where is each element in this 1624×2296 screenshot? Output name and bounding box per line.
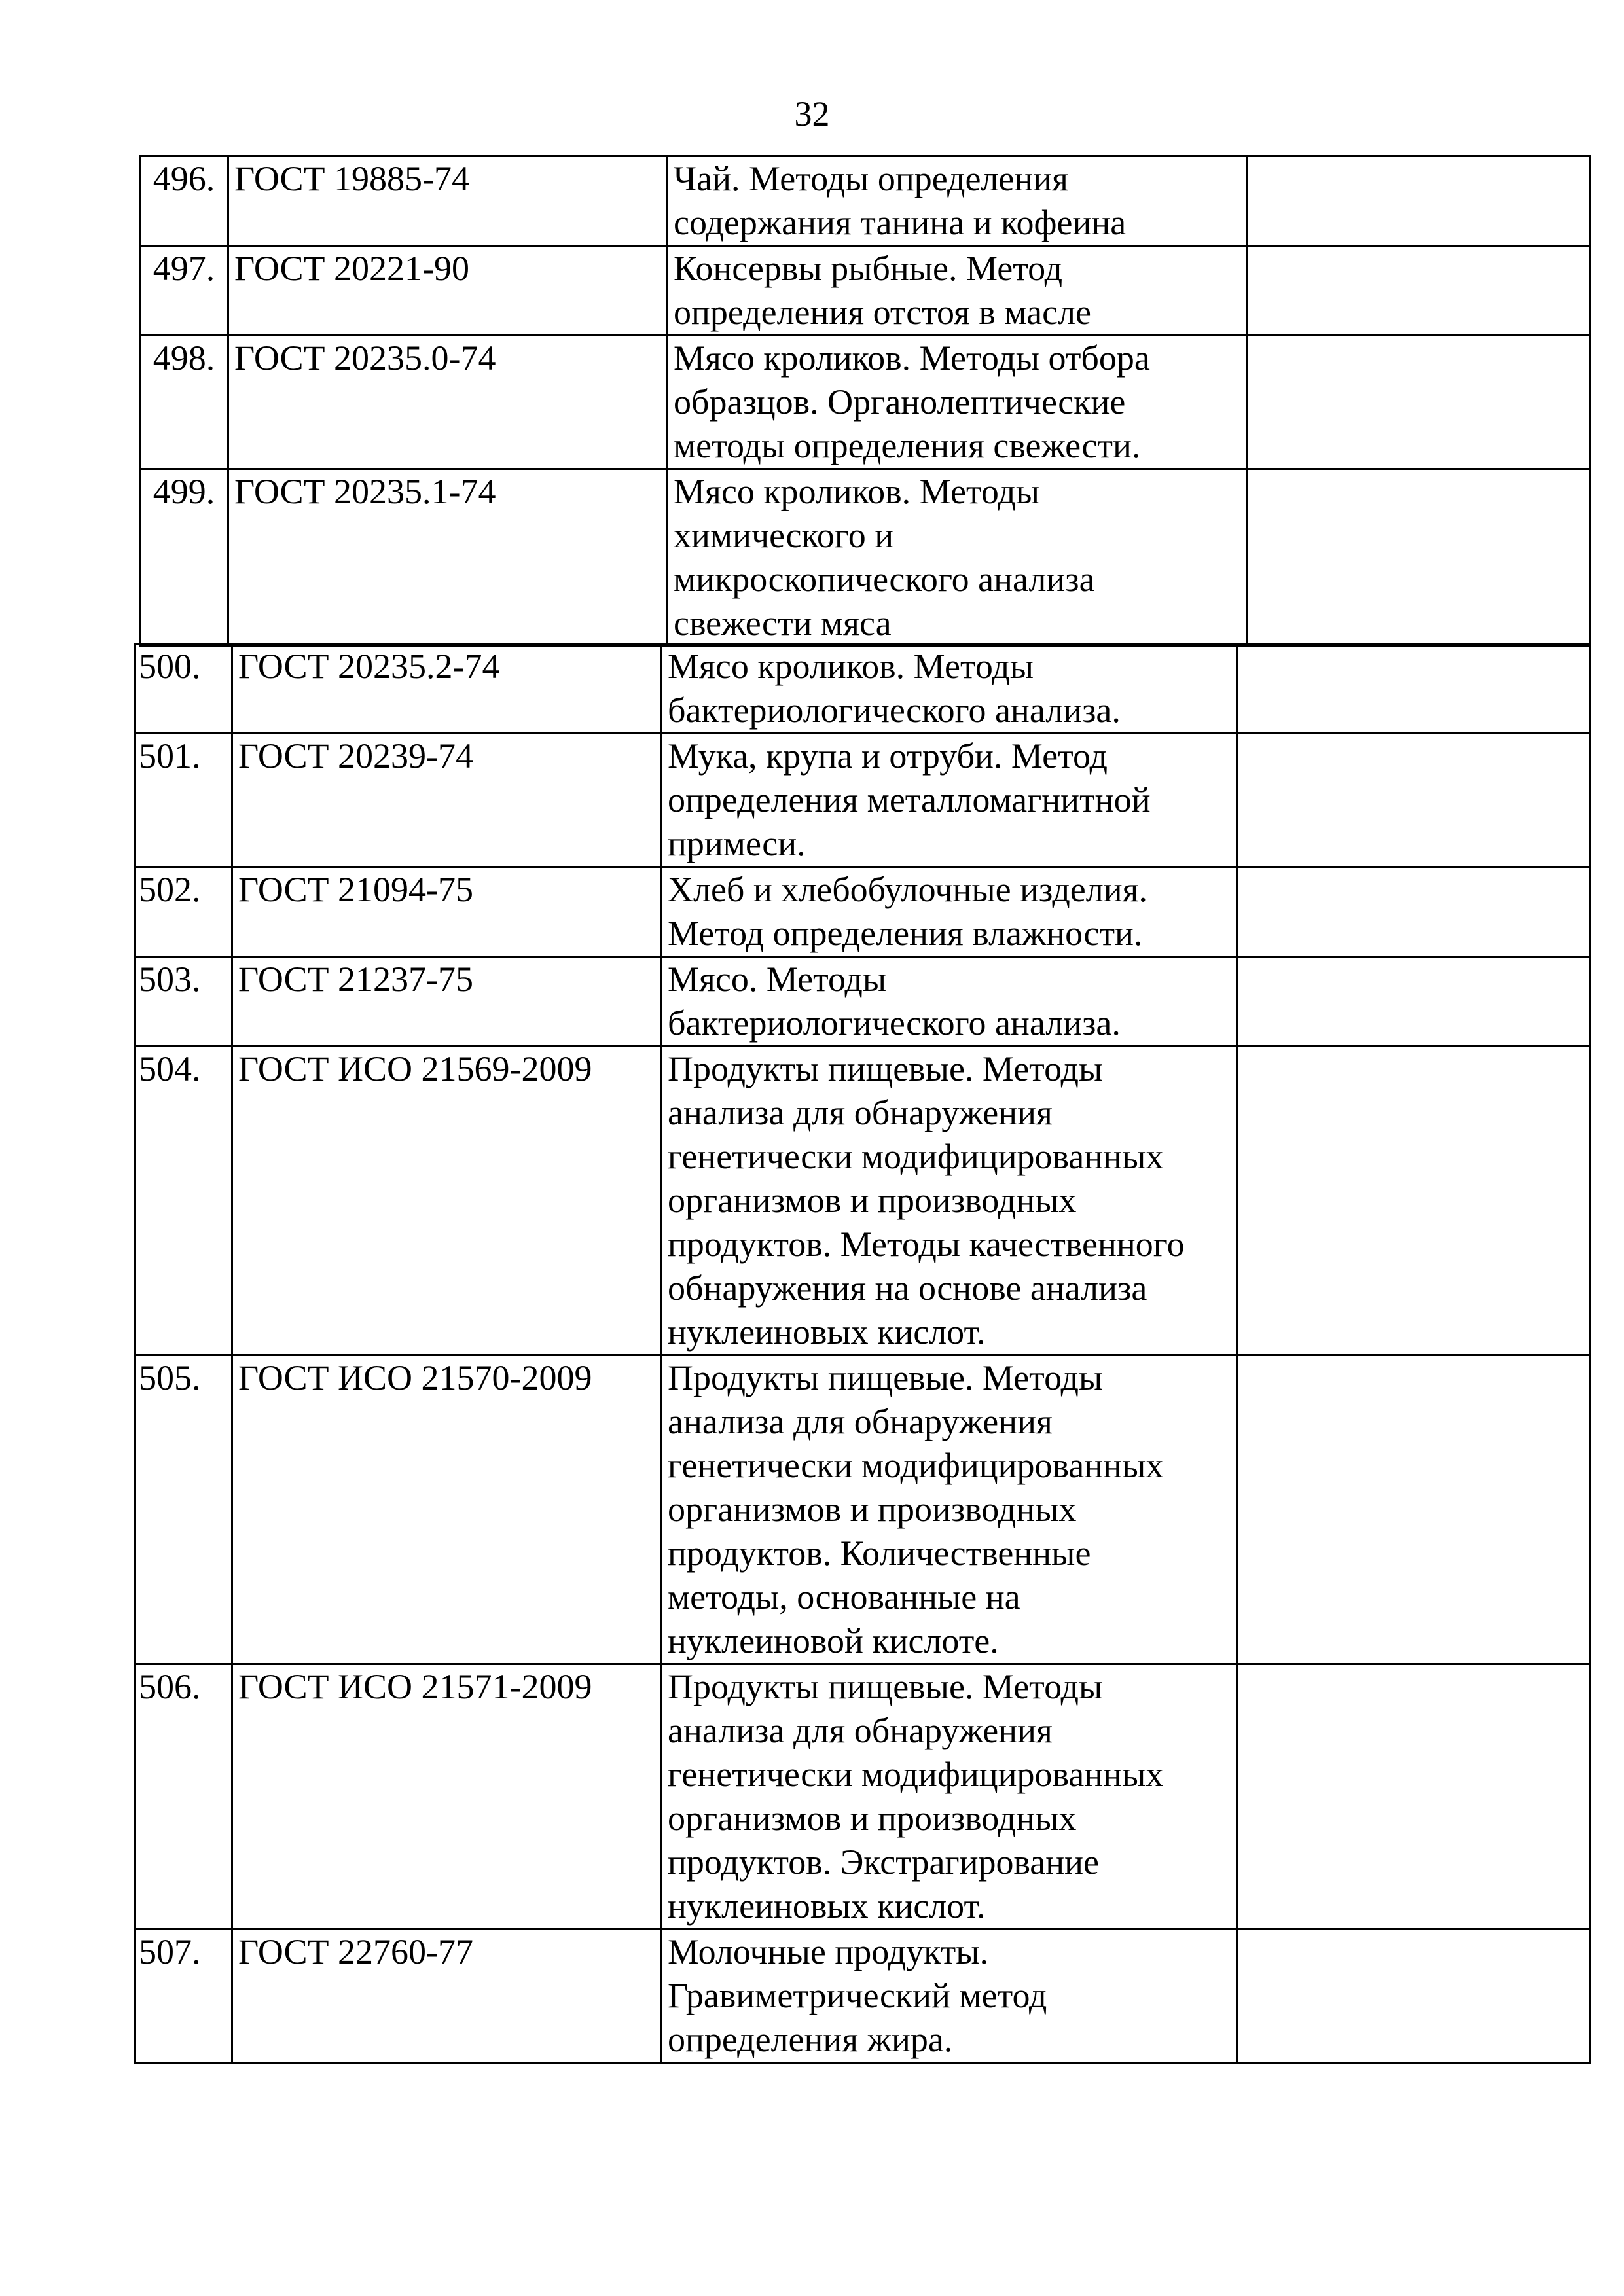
standard-title-line: анализа для обнаружения xyxy=(668,1711,1053,1750)
note-cell xyxy=(1247,246,1590,336)
standard-title xyxy=(662,1047,1238,1355)
row-number: 497. xyxy=(140,246,228,336)
row-number: 500. xyxy=(135,644,232,734)
standard-title xyxy=(662,644,1238,734)
standard-title-line: определения жира. xyxy=(668,2020,953,2059)
table-row xyxy=(135,1664,1590,1929)
standard-title-line: обнаружения на основе анализа xyxy=(668,1268,1147,1308)
standard-title-line: генетически модифицированных xyxy=(668,1137,1164,1176)
row-number: 502. xyxy=(135,867,232,957)
standard-title-line: продуктов. Методы качественного xyxy=(668,1225,1185,1264)
page-number: 32 xyxy=(794,94,830,134)
standard-title-line: Продукты пищевые. Методы xyxy=(668,1667,1103,1706)
note-cell xyxy=(1238,867,1590,957)
standard-title-line: Метод определения влажности. xyxy=(668,914,1143,953)
standard-title-line: Молочные продукты. xyxy=(668,1932,989,1971)
standards-table-bottom-body xyxy=(135,644,1590,2064)
table-row xyxy=(140,336,1590,469)
note-cell xyxy=(1238,957,1590,1047)
standard-title-line: генетически модифицированных xyxy=(668,1446,1164,1485)
note-cell xyxy=(1238,734,1590,867)
standard-title xyxy=(668,156,1247,246)
standard-code: ГОСТ 21237-75 xyxy=(232,957,662,1047)
standard-title-line: продуктов. Количественные xyxy=(668,1534,1091,1573)
standard-code: ГОСТ 19885-74 xyxy=(228,156,668,246)
standard-title-line: генетически модифицированных xyxy=(668,1755,1164,1794)
standard-title-line: определения отстоя в масле xyxy=(674,293,1092,332)
standard-title-line: бактериологического анализа. xyxy=(668,1003,1121,1043)
standard-title xyxy=(668,469,1247,647)
standard-title-line: организмов и производных xyxy=(668,1490,1077,1529)
standards-table-top-body xyxy=(140,156,1590,647)
standard-title xyxy=(662,1929,1238,2064)
table-row xyxy=(135,957,1590,1047)
standard-title-line: Мясо кроликов. Методы отбора xyxy=(674,338,1150,378)
standard-title-line: микроскопического анализа xyxy=(674,560,1095,599)
standard-title xyxy=(662,734,1238,867)
row-number: 506. xyxy=(135,1664,232,1929)
row-number: 504. xyxy=(135,1047,232,1355)
standard-title-line: нуклеиновых кислот. xyxy=(668,1312,986,1352)
standard-code: ГОСТ 21094-75 xyxy=(232,867,662,957)
standard-title xyxy=(668,336,1247,469)
note-cell xyxy=(1238,1047,1590,1355)
table-row xyxy=(135,1047,1590,1355)
note-cell xyxy=(1238,1664,1590,1929)
row-number: 505. xyxy=(135,1355,232,1664)
standard-title-line: определения металломагнитной xyxy=(668,780,1151,819)
standard-code: ГОСТ 20235.2-74 xyxy=(232,644,662,734)
row-number: 499. xyxy=(140,469,228,647)
note-cell xyxy=(1238,1355,1590,1664)
note-cell xyxy=(1247,336,1590,469)
standard-title-line: анализа для обнаружения xyxy=(668,1093,1053,1132)
note-cell xyxy=(1247,156,1590,246)
table-row xyxy=(135,867,1590,957)
table-row xyxy=(135,1355,1590,1664)
standard-code: ГОСТ ИСО 21569-2009 xyxy=(232,1047,662,1355)
standard-title-line: свежести мяса xyxy=(674,603,892,643)
standard-title-line: бактериологического анализа. xyxy=(668,691,1121,730)
standard-title-line: примеси. xyxy=(668,824,806,863)
standard-code: ГОСТ 20235.1-74 xyxy=(228,469,668,647)
standard-title-line: Гравиметрический метод xyxy=(668,1976,1047,2015)
table-row xyxy=(140,469,1590,647)
standard-title-line: Мясо кроликов. Методы xyxy=(674,472,1040,511)
standard-code: ГОСТ ИСО 21571-2009 xyxy=(232,1664,662,1929)
standard-title xyxy=(668,246,1247,336)
standard-title-line: Мука, крупа и отруби. Метод xyxy=(668,736,1108,776)
table-row xyxy=(140,246,1590,336)
table-row xyxy=(135,644,1590,734)
standards-table-bottom xyxy=(134,643,1591,2064)
row-number: 503. xyxy=(135,957,232,1047)
standard-title xyxy=(662,1355,1238,1664)
table-row xyxy=(140,156,1590,246)
standard-title-line: организмов и производных xyxy=(668,1181,1077,1220)
standard-title-line: Мясо кроликов. Методы xyxy=(668,647,1034,686)
note-cell xyxy=(1238,1929,1590,2064)
standard-title-line: Консервы рыбные. Метод xyxy=(674,249,1063,288)
note-cell xyxy=(1247,469,1590,647)
standards-table-top xyxy=(139,155,1591,647)
row-number: 507. xyxy=(135,1929,232,2064)
standard-title-line: продуктов. Экстрагирование xyxy=(668,1842,1100,1882)
standard-title-line: Чай. Методы определения xyxy=(674,159,1068,198)
note-cell xyxy=(1238,644,1590,734)
standard-code: ГОСТ 20221-90 xyxy=(228,246,668,336)
standard-title-line: методы определения свежести. xyxy=(674,426,1141,465)
table-row xyxy=(135,1929,1590,2064)
standard-title-line: организмов и производных xyxy=(668,1799,1077,1838)
standard-title-line: содержания танина и кофеина xyxy=(674,203,1127,242)
row-number: 496. xyxy=(140,156,228,246)
standard-title-line: химического и xyxy=(674,516,894,555)
row-number: 498. xyxy=(140,336,228,469)
standard-title xyxy=(662,957,1238,1047)
standard-title xyxy=(662,1664,1238,1929)
standard-title xyxy=(662,867,1238,957)
standard-title-line: Мясо. Методы xyxy=(668,960,887,999)
standard-title-line: методы, основанные на xyxy=(668,1577,1020,1617)
standard-title-line: образцов. Органолептические xyxy=(674,382,1126,422)
standard-title-line: Продукты пищевые. Методы xyxy=(668,1049,1103,1088)
table-row xyxy=(135,734,1590,867)
standard-title-line: Хлеб и хлебобулочные изделия. xyxy=(668,870,1147,909)
standard-code: ГОСТ 20235.0-74 xyxy=(228,336,668,469)
standard-title-line: нуклеиновой кислоте. xyxy=(668,1621,999,1660)
standard-title-line: нуклеиновых кислот. xyxy=(668,1886,986,1926)
row-number: 501. xyxy=(135,734,232,867)
standard-title-line: Продукты пищевые. Методы xyxy=(668,1358,1103,1397)
standard-code: ГОСТ 22760-77 xyxy=(232,1929,662,2064)
standard-code: ГОСТ ИСО 21570-2009 xyxy=(232,1355,662,1664)
standard-title-line: анализа для обнаружения xyxy=(668,1402,1053,1441)
standard-code: ГОСТ 20239-74 xyxy=(232,734,662,867)
